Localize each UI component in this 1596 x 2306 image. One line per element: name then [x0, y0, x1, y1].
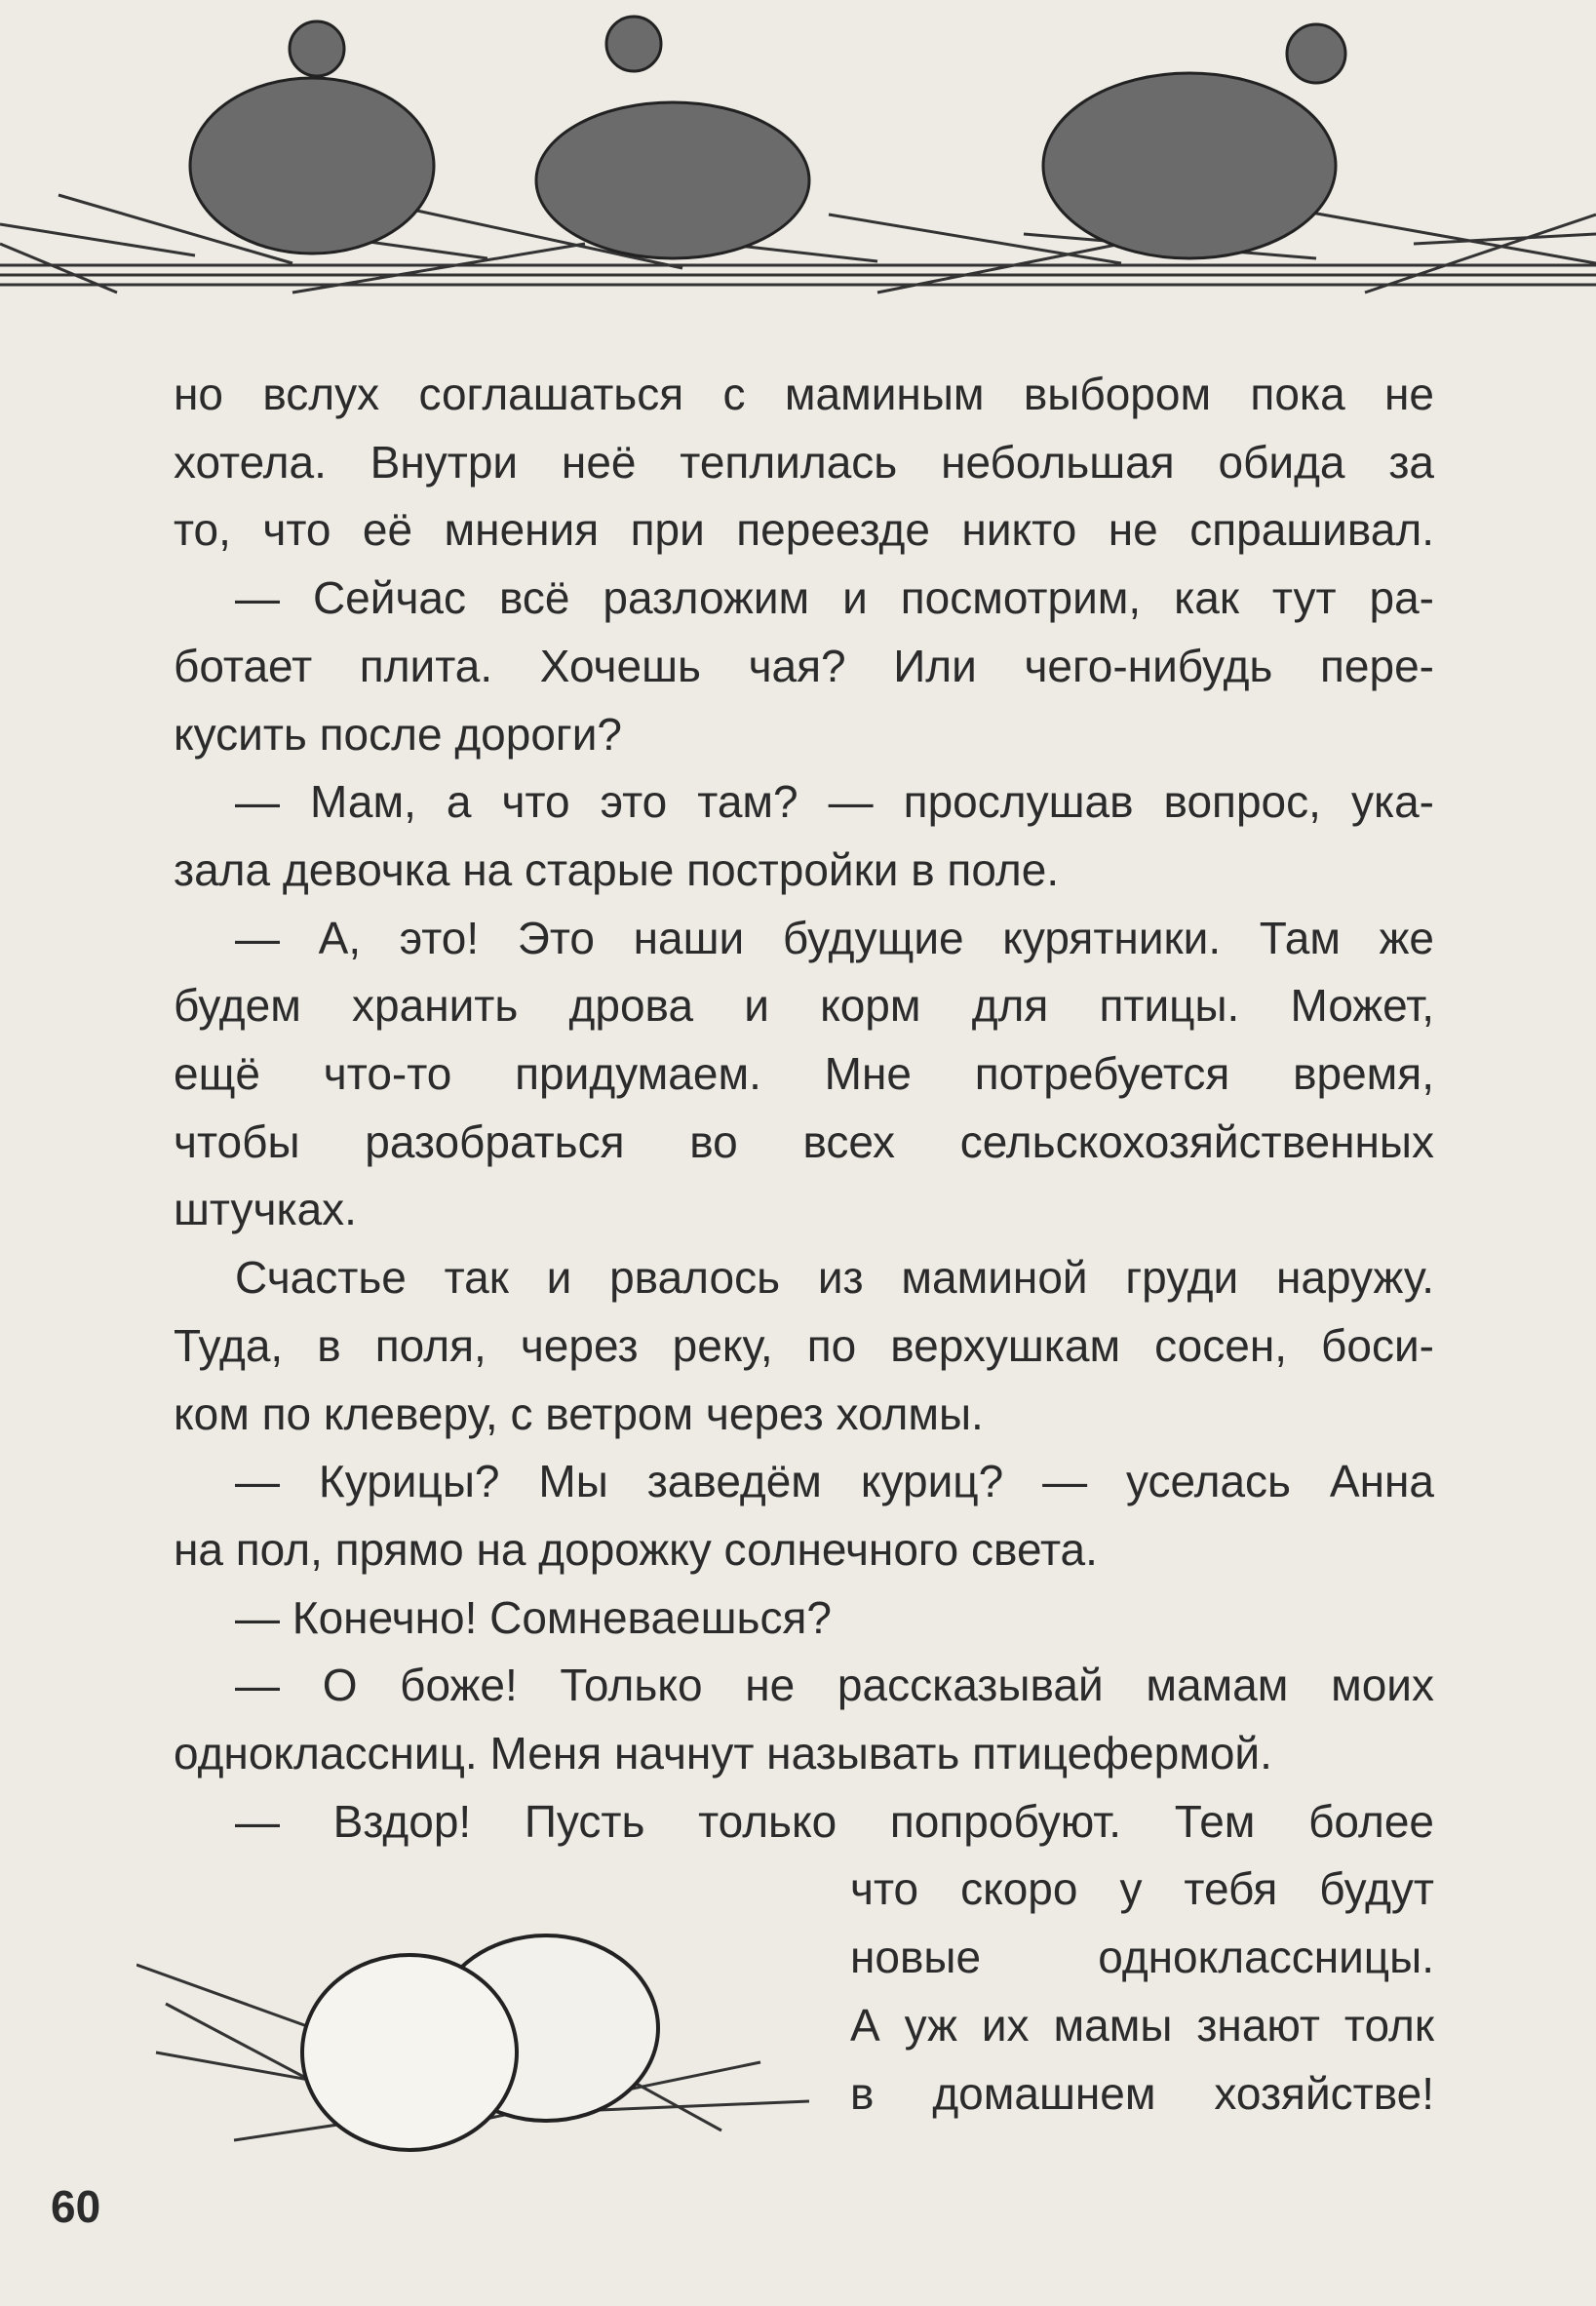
text-line: в домашнем хозяйстве!: [850, 2067, 1434, 2119]
text-line: кусить после дороги?: [174, 708, 622, 760]
text-line: ещё что-то придумаем. Мне потребуется время,: [174, 1048, 1434, 1099]
eggs-in-nest-illustration: [136, 1906, 809, 2160]
page-number: 60: [51, 2181, 101, 2232]
hen-right-icon: [1043, 24, 1345, 258]
text-line: — Конечно! Сомневаешься?: [235, 1591, 832, 1643]
text-line: новые одноклассницы.: [850, 1932, 1434, 1983]
text-line: чтобы разобраться во всех сельскохозяйственных: [174, 1115, 1434, 1167]
text-line: хотела. Внутри неё теплилась небольшая обида за: [174, 436, 1434, 488]
text-line: Туда, в поля, через реку, по верхушкам сосен, боси-: [174, 1319, 1434, 1371]
hen-middle-icon: [536, 17, 809, 258]
text-line: одноклассниц. Меня начнут называть птицефермой.: [174, 1728, 1272, 1778]
text-line: А уж их мамы знают толк: [850, 1999, 1434, 2051]
hens-on-straw-illustration: [0, 0, 1596, 322]
text-line: — Курицы? Мы заведём куриц? — уселась Анна: [235, 1456, 1434, 1507]
text-line: но вслух соглашаться с маминым выбором пока не: [174, 369, 1434, 419]
text-line: — А, это! Это наши будущие курятники. Там же: [235, 912, 1434, 963]
text-line: штучках.: [174, 1184, 357, 1235]
text-line: ботает плита. Хочешь чая? Или чего-нибудь пере-: [174, 640, 1434, 691]
text-line: то, что её мнения при переезде никто не спрашивал.: [174, 504, 1434, 556]
hen-left-icon: [190, 21, 434, 254]
text-line: — Вздор! Пусть только попробуют. Тем более: [235, 1795, 1434, 1847]
text-line: — Мам, а что это там? — прослушав вопрос, ука-: [235, 776, 1434, 828]
egg-front-icon: [302, 1955, 517, 2150]
text-line: — Сейчас всё разложим и посмотрим, как тут ра-: [235, 572, 1434, 624]
text-line: будем хранить дрова и корм для птицы. Может,: [174, 980, 1434, 1032]
text-line: Счастье так и рвалось из маминой груди наружу.: [235, 1252, 1434, 1304]
text-line: ком по клеверу, с ветром через холмы.: [174, 1388, 984, 1439]
text-line: на пол, прямо на дорожку солнечного света.: [174, 1523, 1098, 1575]
text-line: — О боже! Только не рассказывай мамам моих: [235, 1660, 1434, 1711]
text-line: что скоро у тебя будут: [850, 1863, 1434, 1915]
text-line: зала девочка на старые постройки в поле.: [174, 843, 1060, 895]
